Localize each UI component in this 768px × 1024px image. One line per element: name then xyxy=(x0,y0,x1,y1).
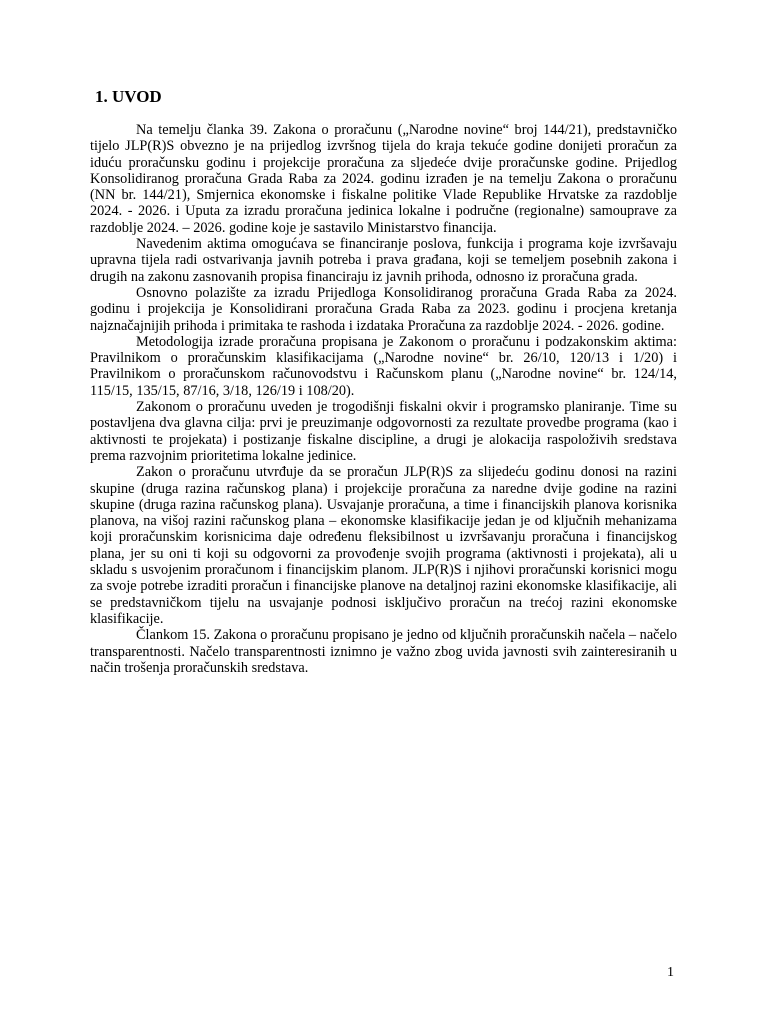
paragraph-budget-levels: Zakon o proračunu utvrđuje da se proračun JLP(R)S za slijedeću godinu donosi na razini skupine (druga razina računskog plana) i projekcije proračuna za naredne dvije godine na razini skupine (druga razina računskog plana). Usvajanje proračuna, a time i financijskih planova korisnika planova, na višoj razini računskog plana – ekonomske klasifikacije jedan je od ključnih mehanizama koji proračunskim korisnicima daje određenu fleksibilnost u izvršavanju proračuna i financijskog plana, jer su oni ti koji su odgovorni za provođenje svojih programa (aktivnosti i projekata), ali u skladu s usvojenim proračunom i financijskim planom. JLP(R)S i njihovi proračunski korisnici mogu za svoje potrebe izraditi proračun i financijske planove na detaljnoj razini ekonomske klasifikacije, ali se predstavničkom tijelu na usvajanje podnosi isključivo proračun na trećoj razini ekonomske klasifikacije. xyxy=(90,464,677,627)
paragraph-fiscal-framework: Zakonom o proračunu uveden je trogodišnji fiskalni okvir i programsko planiranje. Time su postavljena dva glavna cilja: prvi je preuzimanje odgovornosti za rezultate provedbe programa (kao i aktivnosti te projekata) i postizanje fiskalne discipline, a drugi je alokacija raspoloživih sredstava prema razvojnim prioritetima lokalne jedinice. xyxy=(90,399,677,464)
paragraph-financing-acts: Navedenim aktima omogućava se financiranje poslova, funkcija i programa koje izvršavaju upravna tijela radi ostvarivanja javnih potreba i prava građana, koji se temeljem posebnih zakona i drugih na zakonu zasnovanih propisa financiraju iz javnih prihoda, odnosno iz proračuna grada. xyxy=(90,236,677,285)
paragraph-transparency: Člankom 15. Zakona o proračunu propisano je jedno od ključnih proračunskih načela – načelo transparentnosti. Načelo transparentnosti iznimno je važno zbog uvida javnosti svih zainteresiranih u način trošenja proračunskih sredstava. xyxy=(90,627,677,676)
page-number: 1 xyxy=(667,965,674,980)
paragraph-methodology: Metodologija izrade proračuna propisana je Zakonom o proračunu i podzakonskim aktima: Pravilnikom o proračunskim klasifikacijama („Narodne novine“ br. 26/10, 120/13 i 1/20) i Pravilnikom o proračunskom računovodstvu i Računskom planu („Narodne novine“ br. 124/14, 115/15, 135/15, 87/16, 3/18, 126/19 i 108/20). xyxy=(90,333,677,399)
paragraph-legal-basis: Na temelju članka 39. Zakona o proračunu („Narodne novine“ broj 144/21), predstavničko tijelo JLP(R)S obvezno je na prijedlog izvršnog tijela do kraja tekuće godine donijeti proračun za iduću proračunsku godinu i projekcije proračuna za sljedeće dvije proračunske godine. Prijedlog Konsolidiranog proračuna Grada Raba za 2024. godinu izrađen je na temelju Zakona o proračunu (NN br. 144/21), Smjernica ekonomske i fiskalne politike Vlade Republike Hrvatske za razdoblje 2024. - 2026. i Uputa za izradu proračuna jedinica lokalne i područne (regionalne) samouprave za razdoblje 2024. – 2026. godine koje je sastavilo Ministarstvo financija. xyxy=(90,122,677,236)
paragraph-starting-point: Osnovno polazište za izradu Prijedloga Konsolidiranog proračuna Grada Raba za 2024. godinu i projekcija je Konsolidirani proračuna Grada Raba za 2023. godinu i procjena kretanja najznačajnijih prihoda i primitaka te rashoda i izdataka Proračuna za razdoblje 2024. - 2026. godine. xyxy=(90,284,677,334)
section-heading: 1. UVOD xyxy=(95,87,162,106)
section-body xyxy=(90,122,677,676)
